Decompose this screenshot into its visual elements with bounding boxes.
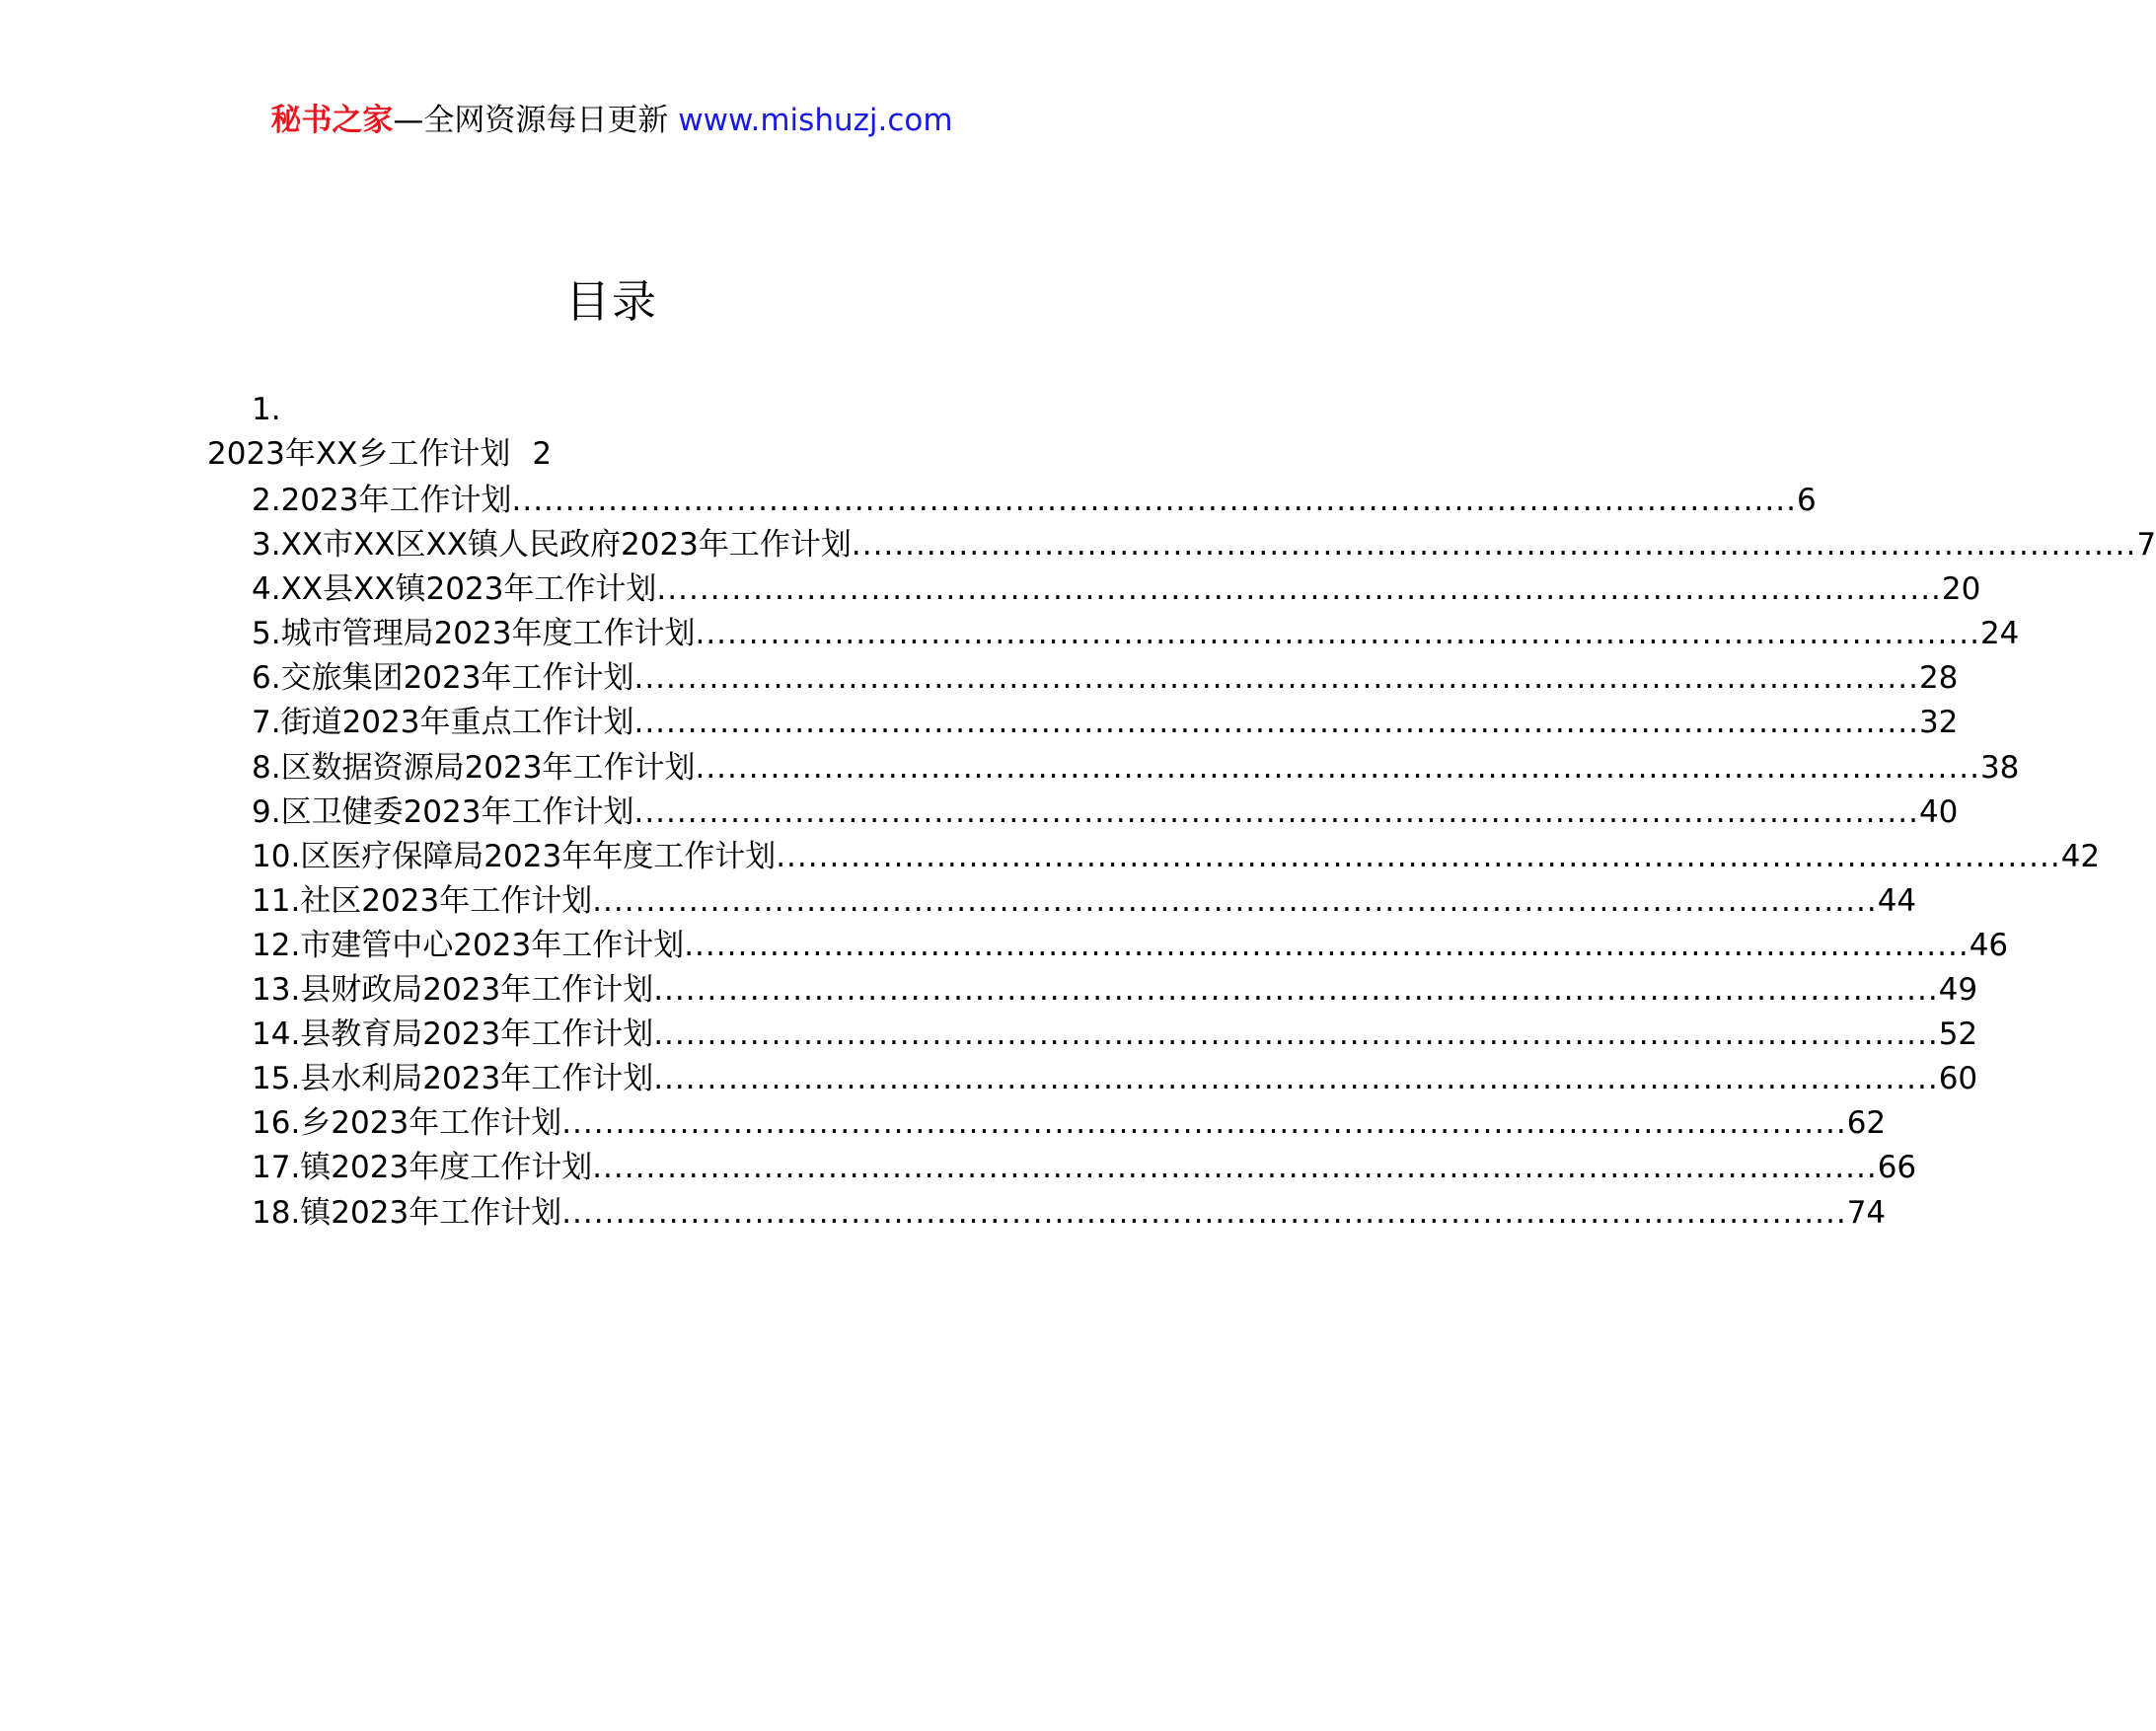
toc-entry-label: 2.2023年工作计划 (252, 483, 512, 518)
toc-entry-label: 11.社区2023年工作计划 (252, 882, 593, 919)
dot-leader: ........................................................................................................................ (561, 1194, 1847, 1231)
dot-leader: ........................................................................................................................ (695, 616, 1980, 652)
toc-entry[interactable] (252, 1146, 1917, 1190)
dot-leader: ........................................................................................................................ (511, 483, 1797, 518)
dot-leader: ........................................................................................................................ (653, 1061, 1939, 1097)
toc-entry[interactable] (252, 656, 1959, 701)
toc-entry-page: 6 (1796, 483, 1817, 518)
dot-leader: ........................................................................................................................ (695, 749, 1980, 786)
toc-entry[interactable] (252, 879, 1917, 924)
toc-entry-page: 62 (1846, 1105, 1887, 1142)
toc-entry-label: 6.交旅集团2023年工作计划 (252, 660, 634, 697)
dot-leader: ........................................................................................................................ (851, 527, 2137, 564)
toc-entry-page: 46 (1969, 927, 2009, 963)
page-title: 目录 (564, 275, 658, 328)
dot-leader: ........................................................................................................................ (684, 927, 1970, 963)
toc-entry-1-page: 2 (532, 436, 553, 472)
toc-entry[interactable] (252, 924, 2009, 968)
toc-entry[interactable] (252, 479, 1817, 523)
toc-entry-page: 20 (1941, 571, 1981, 608)
toc-entry[interactable] (252, 1057, 1978, 1101)
toc-entry[interactable] (252, 1101, 1887, 1146)
toc-entry-label: 14.县教育局2023年工作计划 (252, 1016, 654, 1053)
dot-leader: ........................................................................................................................ (653, 972, 1939, 1009)
toc-entry-page: 42 (2060, 838, 2101, 874)
toc-entry-label: 17.镇2023年度工作计划 (252, 1150, 593, 1186)
toc-entry-page: 44 (1877, 882, 1917, 919)
toc-entry-page: 7 (2136, 527, 2156, 564)
toc-entry[interactable] (252, 567, 1981, 612)
toc-entry-label: 3.XX市XX区XX镇人民政府2023年工作计划 (252, 527, 852, 564)
toc-entry-page: 24 (1979, 616, 2020, 652)
dot-leader: ........................................................................................................................ (633, 705, 1919, 741)
header-tagline: —全网资源每日更新 (393, 103, 669, 138)
toc-entry-1-label: 2023年XX乡工作计划 (207, 436, 511, 472)
toc-entry-1[interactable] (207, 434, 552, 474)
toc-entry-page: 52 (1938, 1016, 1978, 1053)
dot-leader: ........................................................................................................................ (776, 838, 2061, 874)
toc-entry-page: 40 (1918, 793, 1959, 830)
toc-entry-label: 13.县财政局2023年工作计划 (252, 972, 654, 1009)
brand-name: 秘书之家 (270, 103, 394, 138)
dot-leader: ........................................................................................................................ (592, 882, 1878, 919)
toc-entry-label: 12.市建管中心2023年工作计划 (252, 927, 685, 963)
site-header (0, 99, 1224, 142)
toc-entry-label: 16.乡2023年工作计划 (252, 1105, 562, 1142)
toc-entry-page: 49 (1938, 972, 1978, 1009)
toc-entry[interactable] (252, 1191, 1887, 1236)
toc-entry-label: 8.区数据资源局2023年工作计划 (252, 749, 696, 786)
dot-leader: ........................................................................................................................ (561, 1105, 1847, 1142)
dot-leader: ........................................................................................................................ (633, 793, 1919, 830)
toc-entry-label: 7.街道2023年重点工作计划 (252, 705, 634, 741)
dot-leader: ........................................................................................................................ (592, 1150, 1878, 1186)
toc-entry-label: 9.区卫健委2023年工作计划 (252, 793, 634, 830)
toc-entry[interactable] (252, 523, 2156, 567)
toc-entry-page: 32 (1918, 705, 1959, 741)
toc-entry[interactable] (252, 835, 2101, 879)
toc-entry-label: 18.镇2023年工作计划 (252, 1194, 562, 1231)
toc-entry[interactable] (252, 1013, 1978, 1057)
toc-entry[interactable] (252, 612, 2020, 656)
toc-entry-page: 74 (1846, 1194, 1887, 1231)
toc-entry-label: 15.县水利局2023年工作计划 (252, 1061, 654, 1097)
toc-entry-page: 38 (1979, 749, 2020, 786)
toc-entry-page: 60 (1938, 1061, 1978, 1097)
toc-entry-page: 66 (1877, 1150, 1917, 1186)
dot-leader: ........................................................................................................................ (656, 571, 1942, 608)
site-url-link[interactable]: www.mishuzj.com (678, 103, 953, 138)
toc-entry-label: 5.城市管理局2023年度工作计划 (252, 616, 696, 652)
toc-entry-page: 28 (1918, 660, 1959, 697)
toc-entry-1-number: 1. (252, 392, 281, 427)
toc-entry-label: 10.区医疗保障局2023年年度工作计划 (252, 838, 777, 874)
toc-entry-list (252, 479, 2156, 1236)
toc-entry-label: 4.XX县XX镇2023年工作计划 (252, 571, 657, 608)
toc-entry[interactable] (252, 701, 1959, 745)
toc-entry[interactable] (252, 746, 2020, 790)
dot-leader: ........................................................................................................................ (633, 660, 1919, 697)
toc-entry[interactable] (252, 968, 1978, 1013)
dot-leader: ........................................................................................................................ (653, 1016, 1939, 1053)
toc-entry[interactable] (252, 790, 1959, 835)
